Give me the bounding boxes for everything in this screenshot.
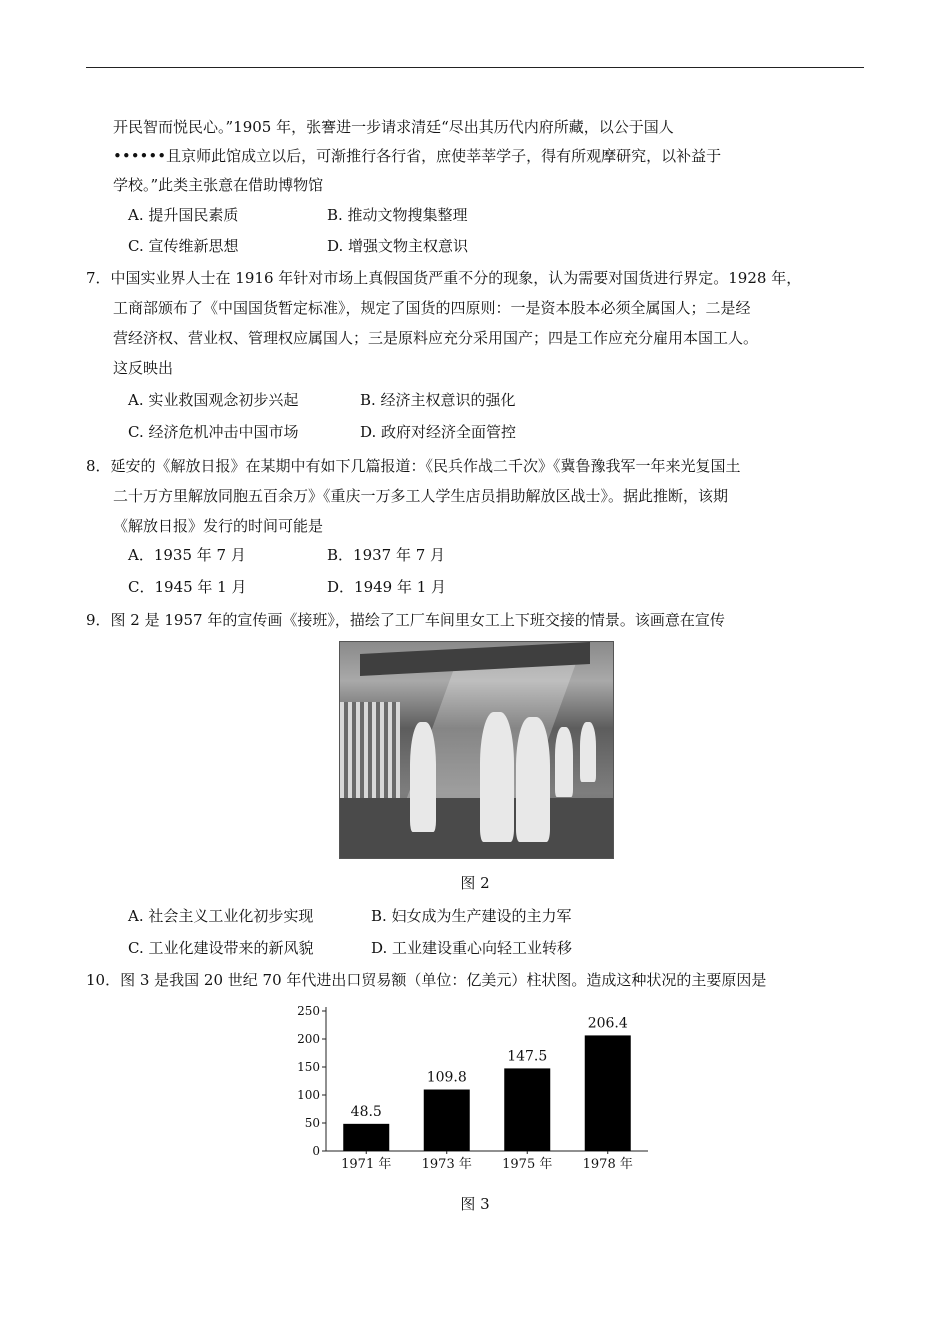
q9-option-a[interactable]: A. 社会主义工业化初步实现 [128, 907, 314, 925]
y-tick-label: 100 [297, 1088, 320, 1102]
x-tick-label: 1975 年 [502, 1157, 553, 1172]
q8-line-2: 二十万方里解放同胞五百余万》《重庆一万多工人学生店员捐助解放区战士》。据此推断，该期 [113, 487, 729, 505]
bar-value-label: 147.5 [507, 1048, 548, 1065]
bar-value-label: 206.4 [587, 1015, 628, 1032]
q9-option-d[interactable]: D. 工业建设重心向轻工业转移 [371, 939, 573, 957]
q9-option-b[interactable]: B. 妇女成为生产建设的主力军 [371, 907, 572, 925]
x-tick-label: 1978 年 [582, 1157, 633, 1172]
q8-option-d[interactable]: D．1949 年 1 月 [327, 578, 447, 596]
q10-line-1: 10．图 3 是我国 20 世纪 70 年代进出口贸易额（单位：亿美元）柱状图。造成这种状况的主要原因是 [86, 971, 767, 989]
q8-option-a[interactable]: A．1935 年 7 月 [128, 546, 246, 564]
q7-option-a[interactable]: A. 实业救国观念初步兴起 [128, 391, 299, 409]
trade-bar-chart [290, 998, 660, 1183]
q7-line-1: 7．中国实业界人士在 1916 年针对市场上真假国货严重不分的现象，认为需要对国货进行界定。1928 年， [86, 269, 802, 287]
bar-value-label: 48.5 [350, 1103, 382, 1120]
q8-option-c[interactable]: C．1945 年 1 月 [128, 578, 247, 596]
x-tick-label: 1971 年 [341, 1157, 392, 1172]
q6-line-2: ••••••且京师此馆成立以后，可渐推行各行省，庶使莘莘学子，得有所观摩研究，以补益于 [113, 147, 722, 165]
x-tick-label: 1973 年 [421, 1157, 472, 1172]
propaganda-poster-image [339, 641, 614, 859]
q6-line-3: 学校。”此类主张意在借助博物馆 [113, 176, 324, 194]
y-tick-label: 50 [304, 1116, 320, 1130]
q6-option-b[interactable]: B. 推动文物搜集整理 [327, 206, 468, 224]
q6-line-1: 开民智而悦民心。”1905 年，张謇进一步请求清廷“尽出其历代内府所藏，以公于国人 [113, 118, 674, 136]
q7-option-c[interactable]: C. 经济危机冲击中国市场 [128, 423, 299, 441]
q7-option-b[interactable]: B. 经济主权意识的强化 [360, 391, 516, 409]
q8-option-b[interactable]: B．1937 年 7 月 [327, 546, 446, 564]
y-tick-label: 0 [312, 1144, 320, 1158]
q9-line-1: 9．图 2 是 1957 年的宣传画《接班》，描绘了工厂车间里女工上下班交接的情景。该画意在宣传 [86, 611, 725, 629]
header-rule [86, 67, 864, 68]
q7-line-3: 营经济权、营业权、管理权应属国人；三是原料应充分采用国产；四是工作应充分雇用本国工人。 [113, 329, 759, 347]
q7-option-d[interactable]: D. 政府对经济全面管控 [360, 423, 517, 441]
q8-line-3: 《解放日报》发行的时间可能是 [113, 517, 324, 535]
bar-value-label: 109.8 [426, 1069, 467, 1086]
figure-3-caption: 图 3 [460, 1195, 490, 1213]
bar [585, 1035, 631, 1151]
bar [424, 1090, 470, 1151]
q8-line-1: 8．延安的《解放日报》在某期中有如下几篇报道：《民兵作战二千次》《冀鲁豫我军一年来光复国土 [86, 457, 741, 475]
q9-option-c[interactable]: C. 工业化建设带来的新风貌 [128, 939, 314, 957]
bar [343, 1124, 389, 1151]
q7-line-4: 这反映出 [113, 359, 174, 377]
y-tick-label: 200 [297, 1032, 320, 1046]
y-tick-label: 250 [297, 1004, 320, 1018]
q6-option-a[interactable]: A. 提升国民素质 [128, 206, 239, 224]
q7-line-2: 工商部颁布了《中国国货暂定标准》，规定了国货的四原则：一是资本股本必须全属国人；二是经 [113, 299, 751, 317]
q6-option-c[interactable]: C. 宣传维新思想 [128, 237, 239, 255]
y-tick-label: 150 [297, 1060, 320, 1074]
figure-2-caption: 图 2 [460, 874, 490, 892]
bar [504, 1068, 550, 1151]
q6-option-d[interactable]: D. 增强文物主权意识 [327, 237, 469, 255]
